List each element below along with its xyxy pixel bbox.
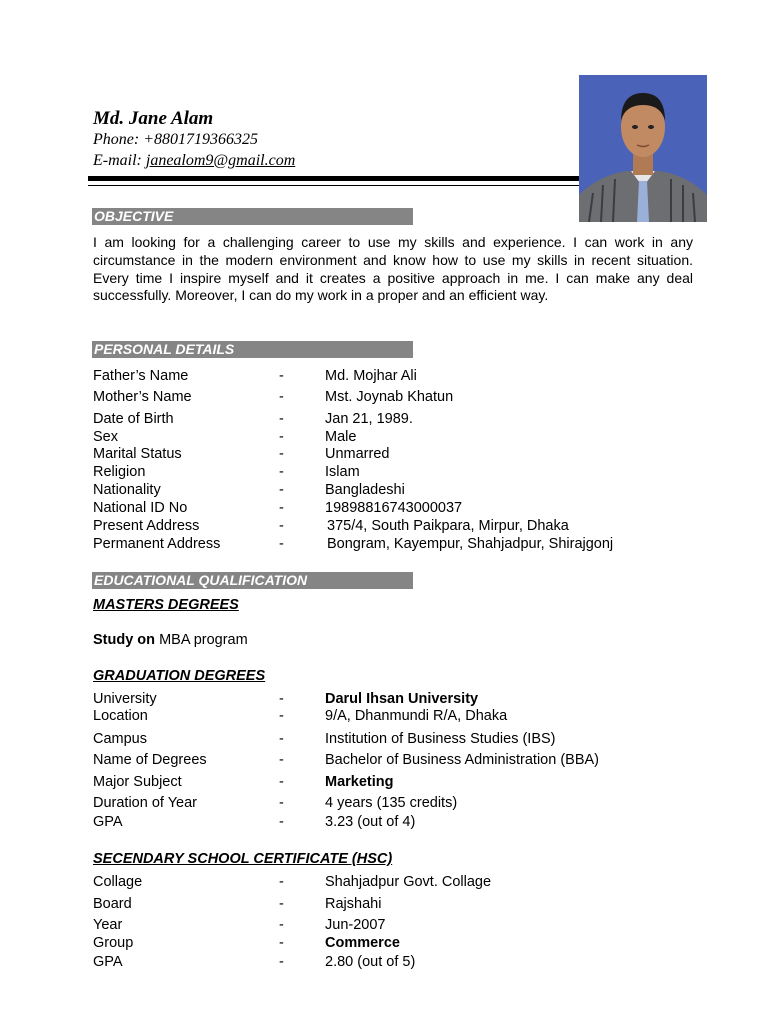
graduation-detail-label: GPA bbox=[93, 814, 123, 830]
personal-detail-label: Father’s Name bbox=[93, 368, 189, 384]
section-personal-details: PERSONAL DETAILS bbox=[92, 341, 413, 358]
study-label: Study on bbox=[93, 632, 156, 648]
personal-detail-separator: - bbox=[279, 500, 284, 516]
personal-detail-value: Islam bbox=[325, 464, 360, 480]
candidate-name: Md. Jane Alam bbox=[93, 108, 214, 129]
personal-detail-label: National ID No bbox=[93, 500, 188, 516]
hsc-detail-label: GPA bbox=[93, 954, 123, 970]
graduation-degrees-heading: GRADUATION DEGREES bbox=[93, 668, 266, 684]
personal-detail-value: Unmarred bbox=[325, 446, 390, 462]
personal-detail-value: 19898816743000037 bbox=[325, 500, 463, 516]
graduation-detail-separator: - bbox=[279, 814, 284, 830]
hsc-heading: SECENDARY SCHOOL CERTIFICATE (HSC) bbox=[93, 851, 393, 867]
graduation-detail-value: Bachelor of Business Administration (BBA) bbox=[325, 752, 600, 768]
header-rule-thick bbox=[88, 176, 584, 181]
hsc-detail-value: Commerce bbox=[325, 935, 400, 951]
graduation-detail-value: 4 years (135 credits) bbox=[325, 795, 458, 811]
hsc-detail-value: 2.80 (out of 5) bbox=[325, 954, 416, 970]
personal-detail-label: Date of Birth bbox=[93, 411, 174, 427]
graduation-detail-value: Marketing bbox=[325, 774, 394, 790]
hsc-detail-separator: - bbox=[279, 874, 284, 890]
hsc-detail-value: Jun-2007 bbox=[325, 917, 386, 933]
graduation-detail-label: Location bbox=[93, 708, 148, 724]
hsc-detail-label: Board bbox=[93, 896, 132, 912]
header-rule-thin bbox=[88, 185, 584, 186]
phone-line bbox=[93, 131, 258, 149]
graduation-detail-separator: - bbox=[279, 708, 284, 724]
hsc-detail-label: Year bbox=[93, 917, 123, 933]
hsc-detail-label: Collage bbox=[93, 874, 143, 890]
hsc-detail-separator: - bbox=[279, 917, 284, 933]
profile-photo bbox=[579, 75, 707, 222]
section-educational-qualification: EDUCATIONAL QUALIFICATION bbox=[92, 572, 413, 589]
personal-detail-label: Marital Status bbox=[93, 446, 182, 462]
study-value: MBA program bbox=[159, 632, 248, 648]
personal-detail-value: Jan 21, 1989. bbox=[325, 411, 413, 427]
phone-label: Phone: bbox=[93, 131, 140, 148]
phone-number: +8801719366325 bbox=[143, 131, 258, 148]
hsc-detail-separator: - bbox=[279, 935, 284, 951]
personal-detail-value: Md. Mojhar Ali bbox=[325, 368, 417, 384]
masters-degrees-heading: MASTERS DEGREES bbox=[93, 597, 239, 613]
personal-detail-separator: - bbox=[279, 389, 284, 405]
personal-detail-separator: - bbox=[279, 518, 284, 534]
personal-detail-separator: - bbox=[279, 464, 284, 480]
graduation-detail-separator: - bbox=[279, 752, 284, 768]
personal-detail-separator: - bbox=[279, 536, 284, 552]
personal-detail-value: 375/4, South Paikpara, Mirpur, Dhaka bbox=[327, 518, 569, 534]
graduation-detail-label: University bbox=[93, 691, 157, 707]
graduation-detail-separator: - bbox=[279, 795, 284, 811]
personal-detail-value: Bangladeshi bbox=[325, 482, 405, 498]
graduation-detail-value: 3.23 (out of 4) bbox=[325, 814, 416, 830]
section-objective: OBJECTIVE bbox=[92, 208, 413, 225]
personal-detail-separator: - bbox=[279, 411, 284, 427]
hsc-detail-separator: - bbox=[279, 954, 284, 970]
graduation-detail-label: Major Subject bbox=[93, 774, 182, 790]
personal-detail-value: Bongram, Kayempur, Shahjadpur, Shirajgonj bbox=[327, 536, 614, 552]
graduation-detail-value: Darul Ihsan University bbox=[325, 691, 479, 707]
personal-detail-separator: - bbox=[279, 429, 284, 445]
personal-detail-label: Religion bbox=[93, 464, 146, 480]
personal-detail-value: Male bbox=[325, 429, 357, 445]
personal-detail-value: Mst. Joynab Khatun bbox=[325, 389, 454, 405]
graduation-detail-value: Institution of Business Studies (IBS) bbox=[325, 731, 556, 747]
graduation-detail-label: Duration of Year bbox=[93, 795, 197, 811]
email-label: E-mail: bbox=[93, 152, 142, 169]
graduation-detail-separator: - bbox=[279, 691, 284, 707]
personal-detail-label: Mother’s Name bbox=[93, 389, 192, 405]
graduation-detail-label: Name of Degrees bbox=[93, 752, 207, 768]
hsc-detail-label: Group bbox=[93, 935, 134, 951]
personal-detail-label: Nationality bbox=[93, 482, 161, 498]
graduation-detail-label: Campus bbox=[93, 731, 147, 747]
study-line bbox=[93, 632, 248, 648]
personal-detail-label: Sex bbox=[93, 429, 118, 445]
personal-detail-label: Permanent Address bbox=[93, 536, 221, 552]
personal-detail-label: Present Address bbox=[93, 518, 200, 534]
email-line bbox=[93, 152, 295, 170]
graduation-detail-value: 9/A, Dhanmundi R/A, Dhaka bbox=[325, 708, 508, 724]
hsc-detail-separator: - bbox=[279, 896, 284, 912]
hsc-detail-value: Shahjadpur Govt. Collage bbox=[325, 874, 492, 890]
personal-detail-separator: - bbox=[279, 482, 284, 498]
personal-detail-separator: - bbox=[279, 368, 284, 384]
personal-detail-separator: - bbox=[279, 446, 284, 462]
email-link[interactable]: janealom9@gmail.com bbox=[145, 152, 296, 169]
hsc-detail-value: Rajshahi bbox=[325, 896, 382, 912]
graduation-detail-separator: - bbox=[279, 774, 284, 790]
objective-text: I am looking for a challenging career to use my skills and experience. I can work in any circumstance in the modern environment and know how to use my skills in recent situation. Every time I inspire myself and it creates a positive approach in me. I can make any deal successfully. Moreover, I can do my work in a proper and an efficient way. bbox=[93, 234, 693, 304]
graduation-detail-separator: - bbox=[279, 731, 284, 747]
